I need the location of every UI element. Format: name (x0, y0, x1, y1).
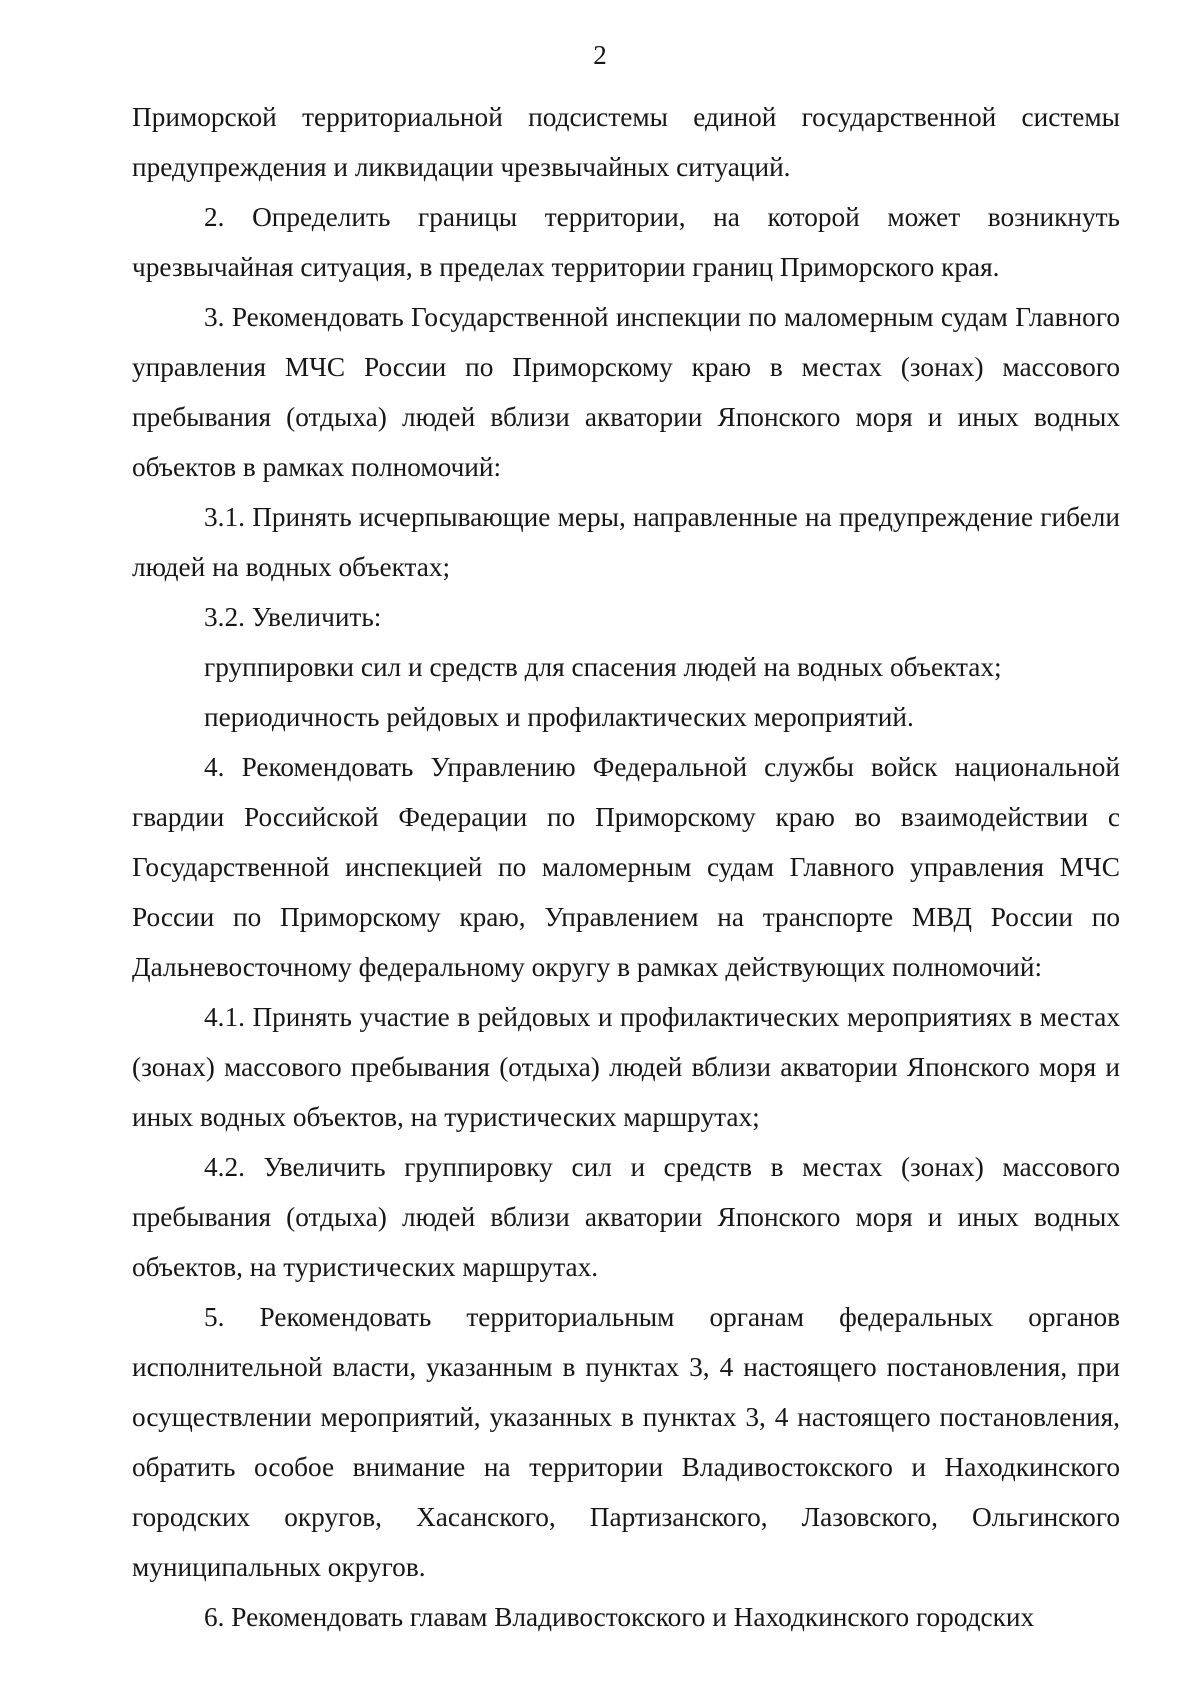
paragraph-item-2: 2. Определить границы территории, на которой может возникнуть чрезвычайная ситуация, в пределах территории границ Приморского края. (132, 202, 1120, 282)
paragraph-continuation: Приморской территориальной подсистемы единой государственной системы предупреждения и ликвидации чрезвычайных ситуаций. (132, 102, 1120, 182)
paragraph-item-3: 3. Рекомендовать Государственной инспекции по маломерным судам Главного управления МЧС России по Приморскому краю в местах (зонах) массового пребывания (отдыха) людей вблизи акватории Японского моря и иных водных объектов в рамках полномочий: (132, 302, 1120, 482)
paragraph-item-4-2: 4.2. Увеличить группировку сил и средств в местах (зонах) массового пребывания (отдыха) людей вблизи акватории Японского моря и иных водных объектов, на туристических маршрутах. (132, 1152, 1120, 1282)
paragraph-item-3-2: 3.2. Увеличить: (204, 602, 382, 632)
paragraph-item-3-1: 3.1. Принять исчерпывающие меры, направленные на предупреждение гибели людей на водных объектах; (132, 502, 1120, 582)
paragraph-item-6: 6. Рекомендовать главам Владивостокского и Находкинского городских (204, 1602, 1035, 1632)
page-number: 2 (593, 40, 607, 70)
list-line-frequency: периодичность рейдовых и профилактических мероприятий. (204, 702, 914, 732)
list-line-forces: группировки сил и средств для спасения людей на водных объектах; (204, 652, 1002, 682)
paragraph-item-4: 4. Рекомендовать Управлению Федеральной службы войск национальной гвардии Российской Федерации по Приморскому краю во взаимодействии с Государственной инспекцией по маломерным судам Главного управления МЧС России по Приморскому краю, Управлением на транспорте МВД России по Дальневосточному федеральному округу в рамках действующих полномочий: (132, 752, 1120, 982)
document-body (132, 92, 1120, 1642)
paragraph-item-4-1: 4.1. Принять участие в рейдовых и профилактических мероприятиях в местах (зонах) массового пребывания (отдыха) людей вблизи акватории Японского моря и иных водных объектов, на туристических маршрутах; (132, 1002, 1120, 1132)
paragraph-item-5: 5. Рекомендовать территориальным органам федеральных органов исполнительной власти, указанным в пунктах 3, 4 настоящего постановления, при осуществлении мероприятий, указанных в пунктах 3, 4 настоящего постановления, обратить особое внимание на территории Владивостокского и Находкинского городских округов, Хасанского, Партизанского, Лазовского, Ольгинского муниципальных округов. (132, 1302, 1120, 1582)
